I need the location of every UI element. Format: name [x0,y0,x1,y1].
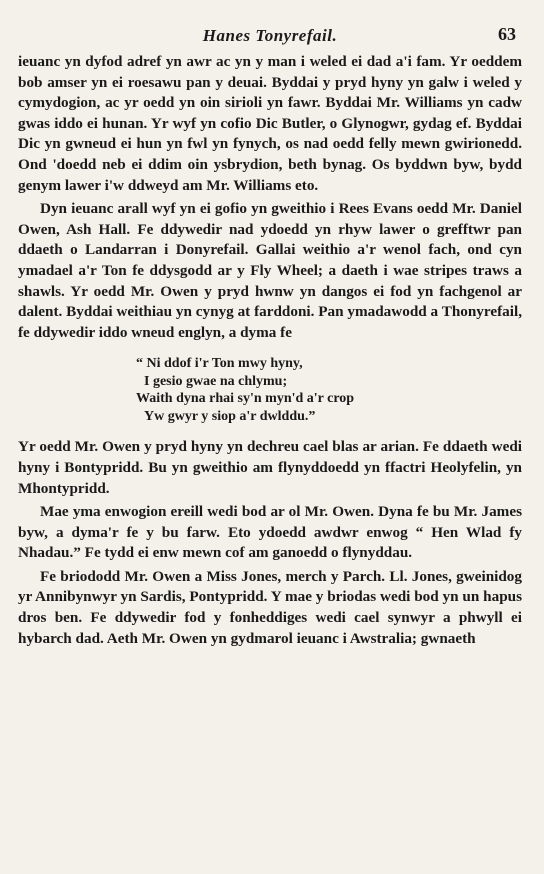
page-header [18,22,522,52]
verse-line-2: I gesio gwae na chlymu; [144,373,288,389]
verse-line-1: “ Ni ddof i'r Ton mwy hyny, [136,356,303,372]
paragraph-3: Yr oedd Mr. Owen y pryd hyny yn dechreu cael blas ar arian. Fe ddaeth wedi hyny i Bontypridd. Bu yn gweithio am flynyddoedd yn ffactri Heolyfelin, yn Mhontypridd. [18,438,522,497]
paragraph-5: Fe briododd Mr. Owen a Miss Jones, merch y Parch. Ll. Jones, gweinidog yr Annibynwyr yn Sardis, Pontypridd. Y mae y briodas wedi bod yn un hapus dros ben. Fe ddywedir fod y fonheddiges wedi cael synwyr a phwyll ei hybarch dad. Aeth Mr. Owen yn gydmarol ieuanc i Awstralia; gwnaeth [18,567,522,647]
verse-line-4: Yw gwyr y siop a'r dwlddu.” [144,408,316,424]
verse-englyn [136,355,522,425]
paragraph-4: Mae yma enwogion ereill wedi bod ar ol Mr. Owen. Dyna fe bu Mr. James byw, a dyma'r fe y bu farw. Eto ydoedd awdwr enwog “ Hen Wlad fy Nhadau.” Fe tydd ei enw mewn cof am ganoedd o flynyddau. [18,503,522,562]
paragraph-2: Dyn ieuanc arall wyf yn ei gofio yn gweithio i Rees Evans oedd Mr. Daniel Owen, Ash Hall. Fe ddywedir nad ydoedd yn rhyw lawer o grefftwr pan ddaeth o Landarran i Donyrefail. Gallai weithio a'r wenol fach, ond cyn ymadael a'r Ton fe ddysgodd ar y Fly Wheel; a daeth i wae stripes traws a shawls. Yr oedd Mr. Owen y pryd hwnw yn dangos ei fod yn fachgenol ar dalent. Byddai weithiau yn cynyg at farddoni. Pan ymadawodd a Thonyrefail, fe ddywedir iddo wneud englyn, a dyma fe [18,200,522,341]
running-title: Hanes Tonyrefail. [202,26,338,45]
verse-line-3: Waith dyna rhai sy'n myn'd a'r crop [136,391,355,407]
page-number: 63 [498,24,516,44]
paragraph-1: ieuanc yn dyfod adref yn awr ac yn y man i weled ei dad a'i fam. Yr oeddem bob amser yn ei roesawu pan y deuai. Byddai y pryd hyny yn galw i weled y cymydogion, ac yr oedd yn oin sirioli yn fawr. Byddai Mr. Williams yn cadw gwas iddo ei hunan. Yr wyf yn cofio Dic Butler, o Glynogwr, gydag ef. Byddai Dic yn gwneud ei hun yn fwl yn fynych, os nad oedd felly mewn gwirionedd. Ond 'doedd neb ei ddim oin ysbrydion, beth bynag. Os byddwn byw, bydd genym lawer i'w ddweyd am Mr. Williams eto. [18,53,522,194]
